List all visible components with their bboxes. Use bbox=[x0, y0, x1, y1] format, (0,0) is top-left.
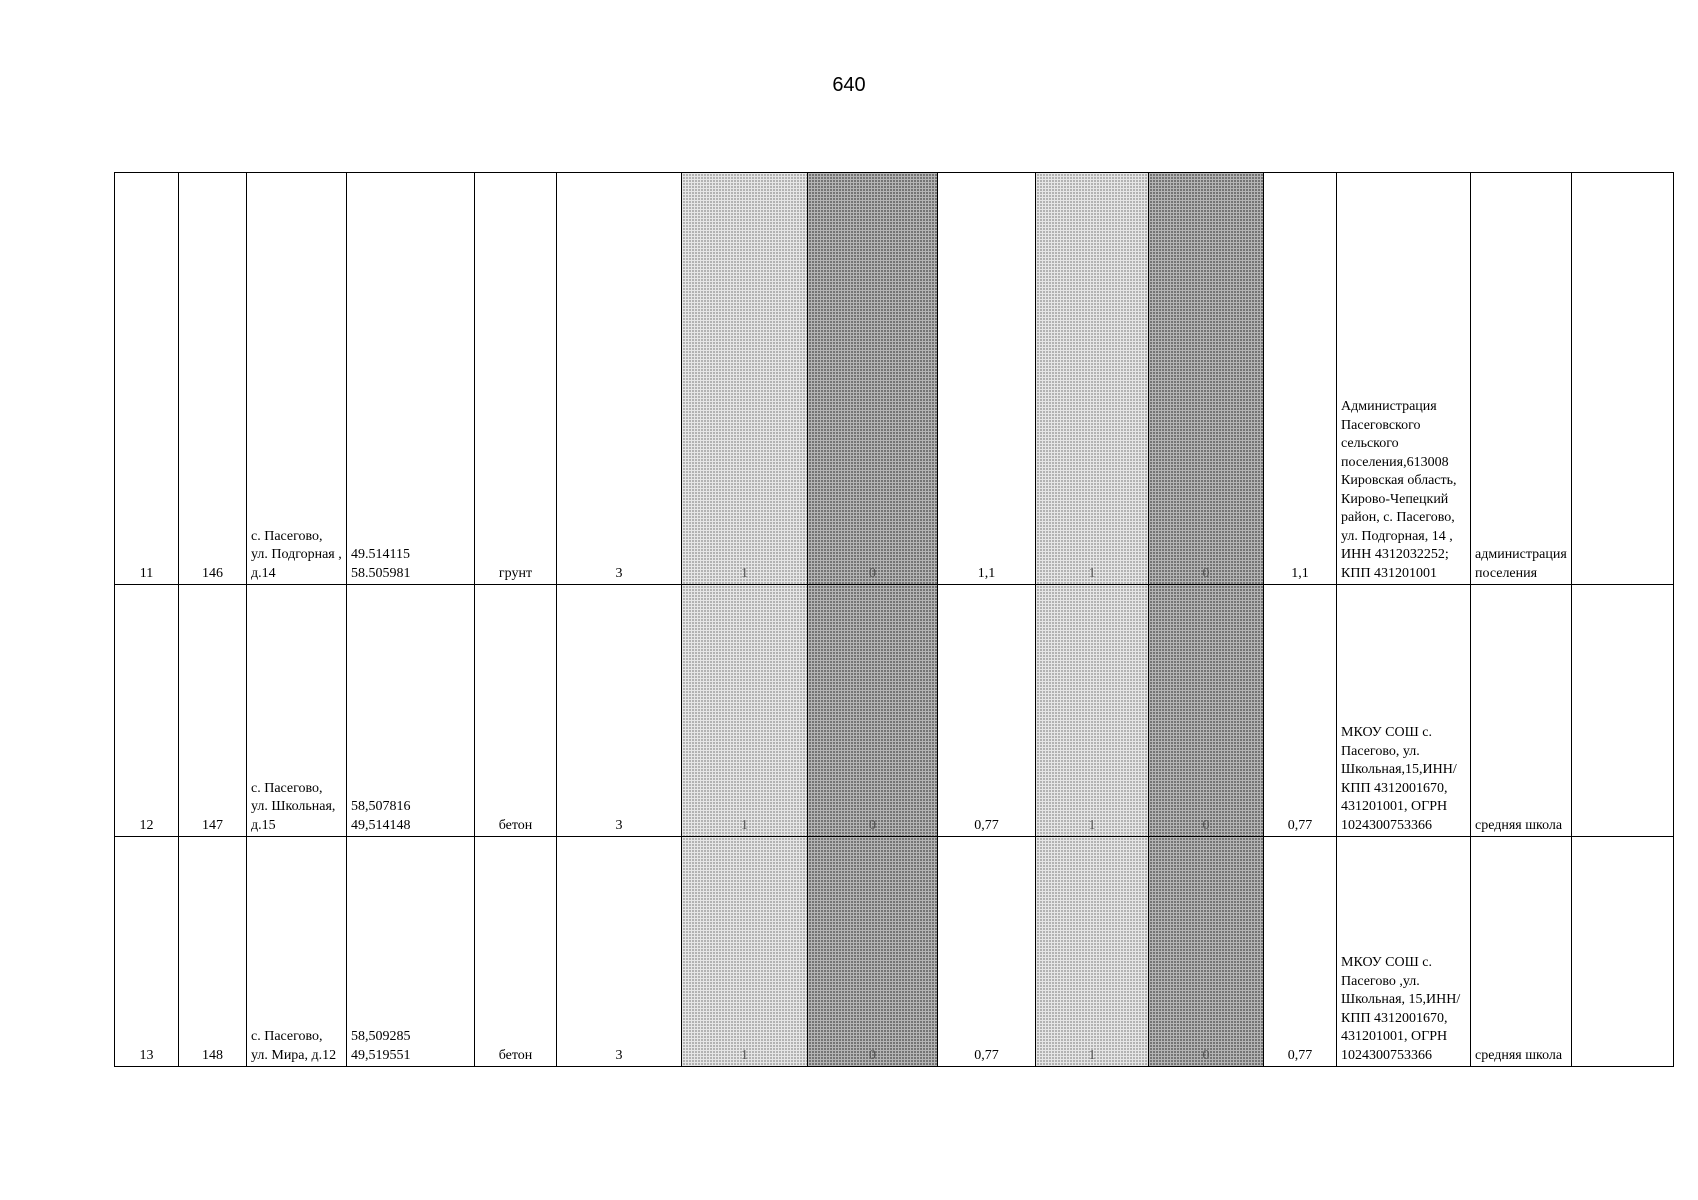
note-cell bbox=[1571, 173, 1673, 585]
value-cell: 0 bbox=[808, 585, 938, 837]
site-address: с. Пасегово, ул. Школьная, д.15 bbox=[247, 585, 347, 837]
value-cell: 1 bbox=[682, 173, 808, 585]
note-cell bbox=[1571, 585, 1673, 837]
value-cell: 0,77 bbox=[1264, 585, 1337, 837]
value-cell: 1 bbox=[682, 837, 808, 1067]
site-area: 3 bbox=[557, 837, 682, 1067]
owner-info: МКОУ СОШ с. Пасегово, ул. Школьная,15,ИНН/КПП 4312001670, 431201001, ОГРН 1024300753366 bbox=[1337, 585, 1471, 837]
value-cell: 0 bbox=[1149, 837, 1264, 1067]
owner-info: Администрация Пасеговского сельского поселения,613008 Кировская область, Кирово-Чепецкий район, с. Пасегово, ул. Подгорная, 14 , ИНН 4312032252; КПП 431201001 bbox=[1337, 173, 1471, 585]
value-cell: 1,1 bbox=[938, 173, 1036, 585]
value-cell: 0,77 bbox=[1264, 837, 1337, 1067]
value-cell: 0,77 bbox=[938, 837, 1036, 1067]
site-area: 3 bbox=[557, 585, 682, 837]
value-cell: 0,77 bbox=[938, 585, 1036, 837]
row-index: 12 bbox=[115, 585, 179, 837]
value-cell: 1 bbox=[1036, 173, 1149, 585]
surface-type: бетон bbox=[475, 837, 557, 1067]
value-cell: 1 bbox=[1036, 837, 1149, 1067]
waste-source: средняя школа bbox=[1471, 585, 1572, 837]
note-cell bbox=[1571, 837, 1673, 1067]
surface-type: грунт bbox=[475, 173, 557, 585]
value-cell: 1 bbox=[1036, 585, 1149, 837]
site-number: 147 bbox=[179, 585, 247, 837]
table-row bbox=[115, 173, 1674, 585]
row-index: 13 bbox=[115, 837, 179, 1067]
surface-type: бетон bbox=[475, 585, 557, 837]
row-index: 11 bbox=[115, 173, 179, 585]
page-number: 640 bbox=[832, 74, 866, 96]
site-coordinates: 58,507816 49,514148 bbox=[347, 585, 475, 837]
container-sites-table bbox=[114, 172, 1674, 1067]
site-coordinates: 58,509285 49,519551 bbox=[347, 837, 475, 1067]
waste-source: администрация поселения bbox=[1471, 173, 1572, 585]
site-address: с. Пасегово, ул. Мира, д.12 bbox=[247, 837, 347, 1067]
value-cell: 1,1 bbox=[1264, 173, 1337, 585]
value-cell: 0 bbox=[808, 173, 938, 585]
site-number: 146 bbox=[179, 173, 247, 585]
site-area: 3 bbox=[557, 173, 682, 585]
value-cell: 0 bbox=[1149, 173, 1264, 585]
site-address: с. Пасегово, ул. Подгорная , д.14 bbox=[247, 173, 347, 585]
table-row bbox=[115, 837, 1674, 1067]
table-row bbox=[115, 585, 1674, 837]
owner-info: МКОУ СОШ с. Пасегово ,ул. Школьная, 15,ИНН/КПП 4312001670, 431201001, ОГРН 1024300753366 bbox=[1337, 837, 1471, 1067]
value-cell: 1 bbox=[682, 585, 808, 837]
site-coordinates: 49.514115 58.505981 bbox=[347, 173, 475, 585]
site-number: 148 bbox=[179, 837, 247, 1067]
value-cell: 0 bbox=[808, 837, 938, 1067]
waste-source: средняя школа bbox=[1471, 837, 1572, 1067]
value-cell: 0 bbox=[1149, 585, 1264, 837]
